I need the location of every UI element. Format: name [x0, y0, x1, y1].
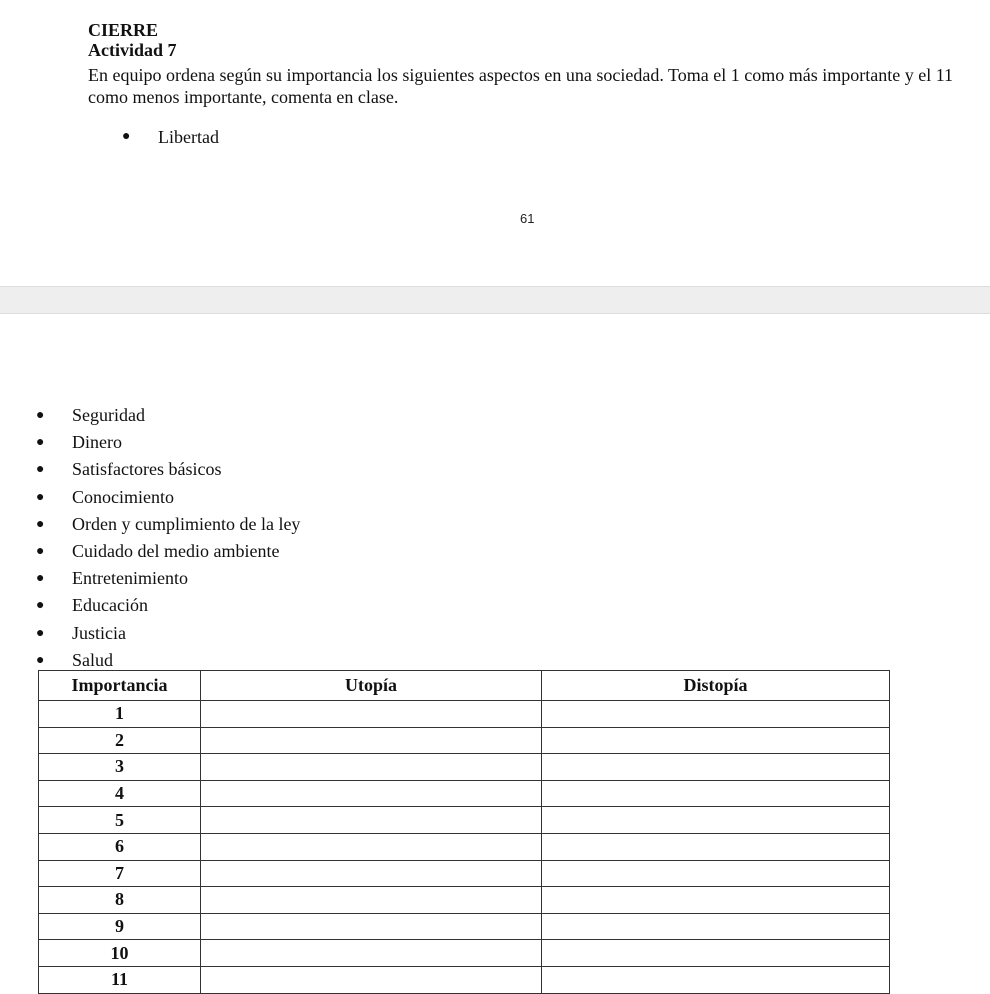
- rank-cell: 3: [39, 754, 201, 781]
- list-item: ● Conocimiento: [72, 484, 300, 511]
- table-row: [39, 780, 890, 807]
- table-row: [39, 887, 890, 914]
- utopia-cell[interactable]: [201, 807, 542, 834]
- table-header-row: [39, 671, 890, 701]
- table-row: [39, 754, 890, 781]
- distopia-cell[interactable]: [542, 833, 890, 860]
- list-item: ● Seguridad: [72, 402, 300, 429]
- utopia-cell[interactable]: [201, 887, 542, 914]
- bullet-icon: ●: [36, 408, 45, 423]
- instructions-text: En equipo ordena según su importancia los siguientes aspectos en una sociedad. Toma el 1 como más importante y el 11 como menos importante, comenta en clase.: [88, 65, 954, 107]
- list-item: ● Cuidado del medio ambiente: [72, 538, 300, 565]
- bullet-icon: ●: [36, 462, 45, 478]
- page-break-divider: [0, 286, 990, 314]
- rank-cell: 7: [39, 860, 201, 887]
- ranking-table: [38, 670, 890, 994]
- header-distopia: Distopía: [542, 671, 890, 701]
- activity-header: [88, 20, 988, 108]
- bullet-icon: ●: [36, 489, 45, 505]
- table-row: [39, 913, 890, 940]
- utopia-cell[interactable]: [201, 754, 542, 781]
- activity-title: Actividad 7: [88, 40, 177, 60]
- utopia-cell[interactable]: [201, 940, 542, 967]
- bullet-icon: ●: [36, 625, 45, 641]
- table-row: [39, 966, 890, 993]
- distopia-cell[interactable]: [542, 754, 890, 781]
- header-utopia: Utopía: [201, 671, 542, 701]
- rank-cell: 6: [39, 833, 201, 860]
- rank-cell: 9: [39, 913, 201, 940]
- distopia-cell[interactable]: [542, 727, 890, 754]
- section-title: CIERRE: [88, 20, 159, 40]
- page-number: 61: [520, 211, 535, 226]
- distopia-cell[interactable]: [542, 780, 890, 807]
- utopia-cell[interactable]: [201, 780, 542, 807]
- table-row: [39, 807, 890, 834]
- distopia-cell[interactable]: [542, 913, 890, 940]
- rank-cell: 11: [39, 966, 201, 993]
- utopia-cell[interactable]: [201, 966, 542, 993]
- distopia-cell[interactable]: [542, 807, 890, 834]
- table-row: [39, 833, 890, 860]
- aspects-list-second: [36, 402, 301, 674]
- list-item: ● Entretenimiento: [72, 565, 300, 592]
- table-row: [39, 701, 890, 728]
- list-item: ● Orden y cumplimiento de la ley: [72, 511, 300, 538]
- utopia-cell[interactable]: [201, 727, 542, 754]
- rank-cell: 2: [39, 727, 201, 754]
- rank-cell: 4: [39, 780, 201, 807]
- bullet-icon: ●: [36, 571, 45, 587]
- bullet-icon: ●: [36, 652, 45, 668]
- distopia-cell[interactable]: [542, 701, 890, 728]
- aspects-list-first: [122, 126, 219, 148]
- distopia-cell[interactable]: [542, 940, 890, 967]
- rank-cell: 1: [39, 701, 201, 728]
- table-row: [39, 940, 890, 967]
- table-row: [39, 727, 890, 754]
- list-item: ● Justicia: [72, 620, 300, 647]
- distopia-cell[interactable]: [542, 860, 890, 887]
- bullet-icon: ●: [36, 544, 45, 560]
- list-item: ● Salud: [72, 647, 300, 674]
- utopia-cell[interactable]: [201, 860, 542, 887]
- list-item: ● Satisfactores básicos: [72, 456, 300, 483]
- bullet-icon: ●: [122, 129, 131, 144]
- list-item: ● Libertad: [122, 127, 219, 147]
- bullet-icon: ●: [36, 516, 45, 532]
- header-importancia: Importancia: [39, 671, 201, 701]
- rank-cell: 5: [39, 807, 201, 834]
- list-item: ● Educación: [72, 592, 300, 619]
- utopia-cell[interactable]: [201, 833, 542, 860]
- distopia-cell[interactable]: [542, 887, 890, 914]
- rank-cell: 8: [39, 887, 201, 914]
- bullet-icon: ●: [36, 598, 45, 614]
- bullet-icon: ●: [36, 435, 45, 451]
- distopia-cell[interactable]: [542, 966, 890, 993]
- list-item: ● Dinero: [72, 429, 300, 456]
- table-row: [39, 860, 890, 887]
- utopia-cell[interactable]: [201, 913, 542, 940]
- utopia-cell[interactable]: [201, 701, 542, 728]
- rank-cell: 10: [39, 940, 201, 967]
